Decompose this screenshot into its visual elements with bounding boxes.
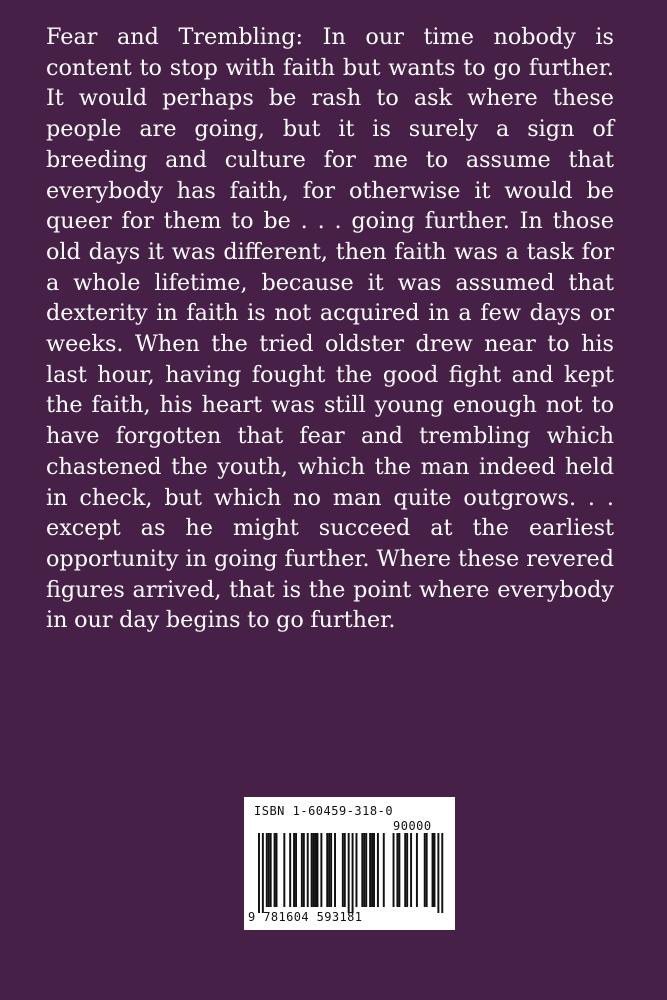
barcode-bar: [268, 833, 270, 907]
barcode-bar: [330, 833, 332, 907]
barcode-bar: [437, 833, 439, 913]
isbn-label: ISBN 1-60459-318-0: [254, 804, 394, 818]
barcode-bar: [342, 833, 344, 907]
barcode-bar: [373, 833, 375, 907]
barcode-bar: [328, 833, 330, 907]
barcode-bar: [406, 833, 408, 907]
barcode-bar: [283, 833, 285, 907]
barcode-bar: [262, 833, 264, 913]
barcode-bar: [371, 833, 373, 907]
back-cover-blurb: Fear and Trembling: In our time nobody is content to stop with faith but wants to go further. It would perhaps be rash to ask where these people are going, but it is surely a sign of breeding and culture for me to assume that everybody has faith, for otherwise it would be queer for them to be . . . going further. In those old days it was different, then faith was a task for a whole lifetime, because it was assumed that dexterity in faith is not acquired in a few days or weeks. When the tried oldster drew near to his last hour, having fought the good fight and kept the faith, his heart was still young enough not to have forgotten that fear and trembling which chastened the youth, which the man indeed held in check, but which no man quite outgrows. . . except as he might succeed at the earliest opportunity in going further. Where these revered figures arrived, that is the point where everybody in our day begins to go further.: [46, 24, 614, 634]
barcode-bar: [315, 833, 317, 907]
barcode-bar: [303, 833, 305, 907]
barcode-bar: [344, 833, 346, 907]
barcode-bar: [311, 833, 313, 907]
barcode-bar: [320, 833, 322, 907]
barcode-bar: [393, 833, 395, 907]
barcode-bar: [334, 833, 336, 907]
barcode-bar: [293, 833, 295, 907]
barcode-bar: [434, 833, 436, 907]
barcode-bar: [307, 833, 309, 907]
barcode-bar: [404, 833, 406, 907]
barcode-bar: [326, 833, 328, 907]
isbn-barcode: [244, 797, 455, 930]
barcode-bar: [365, 833, 367, 907]
barcode-bar: [274, 833, 276, 907]
barcode-bar: [348, 833, 350, 913]
barcode-bar: [441, 833, 443, 913]
barcode-bar: [313, 833, 315, 907]
barcode-bar: [301, 833, 303, 907]
barcode-bar: [369, 833, 371, 907]
barcode-bar: [289, 833, 291, 907]
barcode-bar: [383, 833, 385, 907]
barcode-bar: [426, 833, 428, 907]
barcode-bar: [276, 833, 278, 907]
barcode-bar: [258, 833, 260, 913]
barcode-bar: [317, 833, 319, 907]
barcode-bar: [377, 833, 379, 907]
ean-digits: 9 781604 593181: [248, 910, 363, 924]
barcode-bar: [396, 833, 398, 907]
barcode-bar: [424, 833, 426, 907]
barcode-bar: [416, 833, 418, 907]
barcode-bar: [270, 833, 272, 907]
barcode-bar: [398, 833, 400, 907]
barcode-bar: [356, 833, 358, 907]
barcode-bar: [363, 833, 365, 907]
barcode-bar: [266, 833, 268, 907]
barcode-bar: [410, 833, 412, 907]
barcode-bar: [352, 833, 354, 913]
barcode-bar: [295, 833, 297, 907]
barcode-bar: [432, 833, 434, 907]
price-code: 90000: [393, 819, 432, 833]
barcode-bar: [361, 833, 363, 907]
